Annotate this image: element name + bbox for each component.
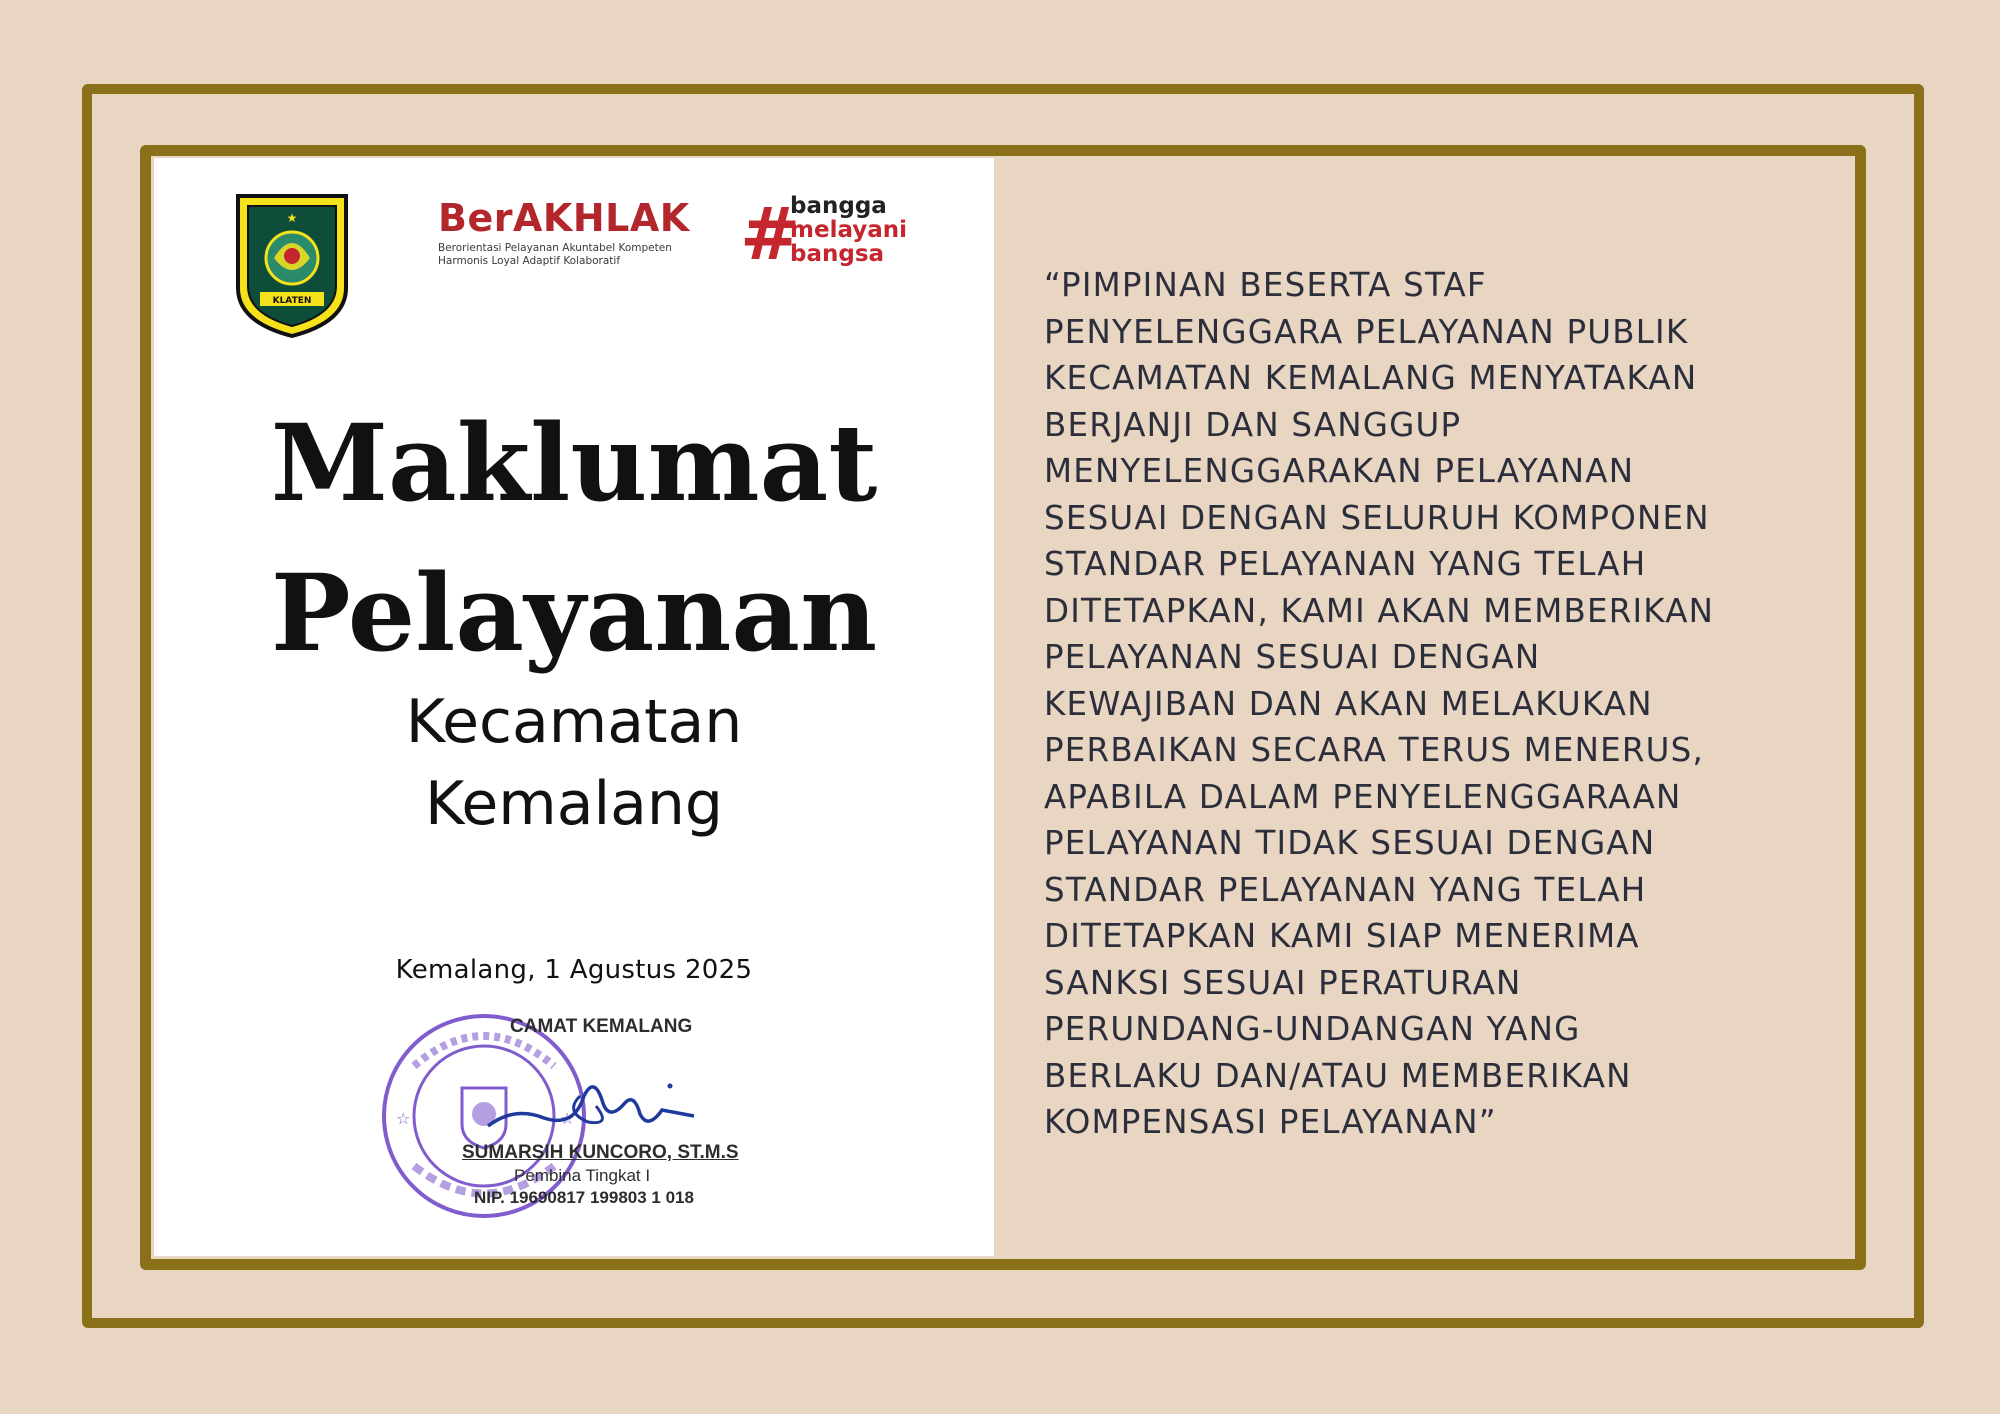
page-subtitle: [154, 681, 994, 845]
statement-line: APABILA DALAM PENYELENGGARAAN: [1044, 777, 1682, 816]
svg-text:★: ★: [286, 211, 298, 225]
handwritten-signature-icon: [484, 1056, 704, 1146]
bangga-word: bangga: [790, 193, 887, 219]
statement-line: PERBAIKAN SECARA TERUS MENERUS,: [1044, 731, 1705, 769]
bangsa-word: bangsa: [790, 241, 885, 267]
statement-line: STANDAR PELAYANAN YANG TELAH: [1044, 870, 1647, 909]
statement-line: SANKSI SESUAI PERATURAN: [1044, 963, 1522, 1002]
statement-line: KEWAJIBAN DAN AKAN MELAKUKAN: [1044, 684, 1653, 723]
statement-line: MENYELENGGARAKAN PELAYANAN: [1044, 452, 1635, 490]
signatory-position: CAMAT KEMALANG: [510, 1016, 693, 1037]
statement-line: “PIMPINAN BESERTA STAF: [1044, 266, 1487, 304]
signatory-nip: NIP. 19690817 199803 1 018: [474, 1188, 694, 1207]
statement-line: PENYELENGGARA PELAYANAN PUBLIK: [1044, 312, 1689, 351]
statement-line: SESUAI DENGAN SELURUH KOMPONEN: [1044, 498, 1710, 537]
subtitle-line-1: Kecamatan: [405, 687, 743, 757]
melayani-word: melayani: [790, 217, 908, 243]
title-line-2: Pelayanan: [270, 550, 878, 675]
berakhlak-title: BerAKHLAK: [438, 196, 690, 240]
berakhlak-sub-line2: Harmonis Loyal Adaptif Kolaboratif: [438, 255, 621, 267]
svg-text:☆: ☆: [560, 1109, 575, 1128]
title-line-1: Maklumat: [270, 400, 878, 525]
statement-line: PELAYANAN SESUAI DENGAN: [1044, 638, 1541, 676]
signature-block: [374, 1006, 794, 1246]
subtitle-line-2: Kemalang: [424, 769, 724, 839]
statement-line: KECAMATAN KEMALANG MENYATAKAN: [1044, 359, 1698, 397]
statement-line: PELAYANAN TIDAK SESUAI DENGAN: [1044, 824, 1656, 862]
statement-line: BERJANJI DAN SANGGUP: [1044, 405, 1462, 444]
signatory-name: SUMARSIH KUNCORO, ST.M.S: [462, 1142, 739, 1163]
statement-line: PERUNDANG-UNDANGAN YANG: [1044, 1010, 1581, 1048]
statement-line: DITETAPKAN, KAMI AKAN MEMBERIKAN: [1044, 591, 1715, 630]
klaten-emblem-icon: [234, 192, 350, 340]
svg-text:☆: ☆: [396, 1109, 411, 1128]
signatory-rank: Pembina Tingkat I: [514, 1166, 651, 1185]
svg-text:KLATEN: KLATEN: [272, 296, 312, 306]
berakhlak-sub-line1: Berorientasi Pelayanan Akuntabel Kompeten: [438, 242, 672, 254]
statement-line: BERLAKU DAN/ATAU MEMBERIKAN: [1044, 1056, 1632, 1095]
left-panel: [154, 158, 994, 1256]
statement-line: STANDAR PELAYANAN YANG TELAH: [1044, 545, 1647, 583]
statement-line: KOMPENSASI PELAYANAN”: [1044, 1103, 1497, 1141]
service-statement: [1044, 262, 1844, 1146]
place-date: Kemalang, 1 Agustus 2025: [395, 955, 753, 985]
hashtag-glyph: #: [740, 192, 801, 276]
statement-line: DITETAPKAN KAMI SIAP MENERIMA: [1044, 917, 1640, 955]
page-title: [154, 388, 994, 688]
bangga-melayani-bangsa-logo: [740, 194, 910, 278]
berakhlak-logo: [438, 198, 688, 278]
